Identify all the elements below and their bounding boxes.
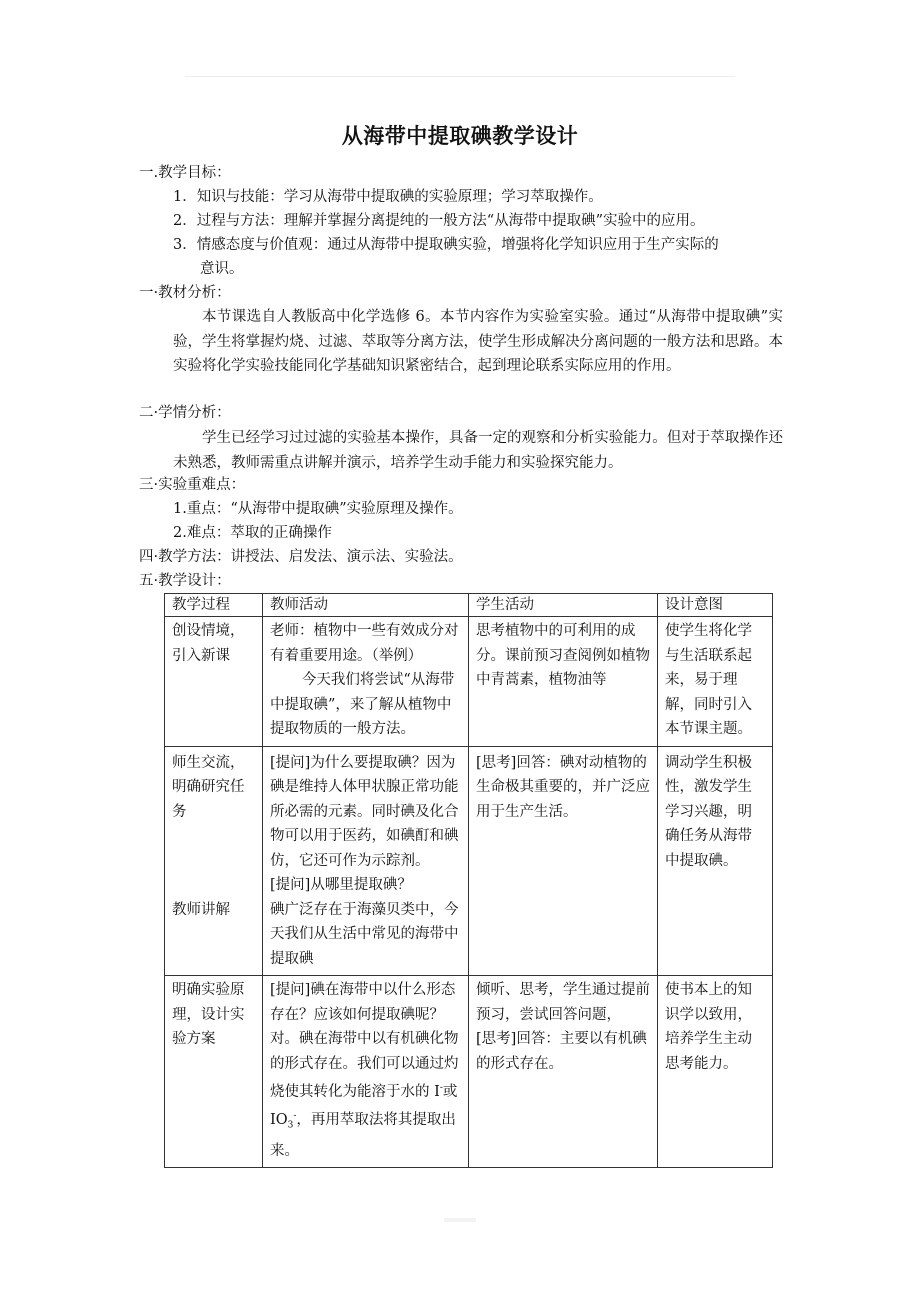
student-cell: 思考植物中的可利用的成分。课前预习查阅例如植物中青蒿素，植物油等 — [469, 617, 658, 747]
process-text: 师生交流，明确研究任务 — [172, 754, 245, 820]
process-cell — [165, 746, 263, 976]
objectives-heading: 一.教学目标： — [139, 165, 231, 181]
teacher-text: 对。碘在海带中以有机碘化物的形式存在。我们可以通过灼烧使其转化为能溶于水的 I-或 $IO_3^-$，再用萃取法将其提取出来。 — [270, 1031, 459, 1159]
teacher-cell — [263, 976, 469, 1168]
objective-item-2: 2．过程与方法：理解并掌握分离提纯的一般方法“从海带中提取碘”实验中的应用。 — [173, 213, 705, 229]
teacher-cell — [263, 617, 469, 747]
objective-item-1: 1．知识与技能：学习从海带中提取碘的实验原理；学习萃取操作。 — [173, 189, 603, 205]
process-cell: 创设情境，引入新课 — [165, 617, 263, 747]
objective-item-3: 3．情感态度与价值观：通过从海带中提取碘实验，增强将化学知识应用于生产实际的 — [173, 237, 719, 253]
table-header-row — [165, 594, 773, 617]
process-text: 教师讲解 — [172, 902, 230, 918]
design-heading: 五·教学设计： — [139, 573, 231, 589]
teacher-text: [提问]从哪里提取碘？ — [270, 877, 412, 893]
keypoint-item-1: 1.重点：“从海带中提取碘”实验原理及操作。 — [173, 501, 463, 517]
teacher-text: 今天我们将尝试“从海带中提取碘”，来了解从植物中提取物质的一般方法。 — [270, 672, 455, 737]
students-heading: 二·学情分析： — [139, 405, 231, 421]
material-paragraph: 本节课选自人教版高中化学选修 6。本节内容作为实验室实验。通过“从海带中提取碘”实验，学生将掌握灼烧、过滤、萃取等分离方法，使学生形成解决分离问题的一般方法和思路。本实验将化学实验技能同化学基础知识紧密结合，起到理论联系实际应用的作用。 — [173, 309, 783, 374]
teacher-cell — [263, 746, 469, 976]
student-text: [思考]回答：主要以有机碘的形式存在。 — [476, 1031, 647, 1072]
table-header-cell: 学生活动 — [469, 594, 658, 617]
footer-mark — [444, 1218, 476, 1222]
teacher-text: [提问]为什么要提取碘？因为碘是维持人体甲状腺正常功能所必需的元素。同时碘及化合物可以用于医药，如碘酊和碘仿，它还可作为示踪剂。 — [270, 754, 459, 869]
objective-item-3-cont: 意识。 — [200, 261, 244, 277]
intent-cell: 使学生将化学与生活联系起来，易于理解，同时引入本节课主题。 — [658, 617, 773, 747]
document-title: 从海带中提取碘教学设计 — [341, 124, 579, 148]
methods-line: 四·教学方法：讲授法、启发法、演示法、实验法。 — [139, 549, 463, 565]
teacher-text: 老师：植物中一些有效成分对有着重要用途。（举例） — [270, 623, 459, 664]
material-heading: 一·教材分析： — [139, 285, 231, 301]
table-header-cell: 教师活动 — [263, 594, 469, 617]
table-header-cell: 教学过程 — [165, 594, 263, 617]
student-cell: [思考]回答：碘对动植物的生命极其重要的，并广泛应用于生产生活。 — [469, 746, 658, 976]
teacher-text: 碘广泛存在于海藻贝类中，今天我们从生活中常见的海带中提取碘 — [270, 901, 459, 967]
table-row — [165, 976, 773, 1168]
student-cell — [469, 976, 658, 1168]
table-row — [165, 746, 773, 976]
students-paragraph: 学生已经学习过过滤的实验基本操作，具备一定的观察和分析实验能力。但对于萃取操作还未熟悉，教师需重点讲解并演示，培养学生动手能力和实验探究能力。 — [173, 430, 783, 471]
table-row — [165, 617, 773, 747]
intent-cell: 使书本上的知识学以致用，培养学生主动思考能力。 — [658, 976, 773, 1168]
header-rule — [185, 76, 735, 77]
teacher-text: [提问]碘在海带中以什么形态存在？应该如何提取碘呢？ — [270, 982, 456, 1023]
intent-cell: 调动学生积极性，激发学生学习兴趣，明确任务从海带中提取碘。 — [658, 746, 773, 976]
keypoints-heading: 三·实验重难点： — [139, 477, 246, 493]
table-header-cell: 设计意图 — [658, 594, 773, 617]
keypoint-item-2: 2.难点：萃取的正确操作 — [173, 525, 332, 541]
student-text: 倾听、思考，学生通过提前预习，尝试回答问题， — [476, 982, 650, 1023]
teaching-design-table — [164, 593, 773, 1168]
process-cell: 明确实验原理，设计实验方案 — [165, 976, 263, 1168]
